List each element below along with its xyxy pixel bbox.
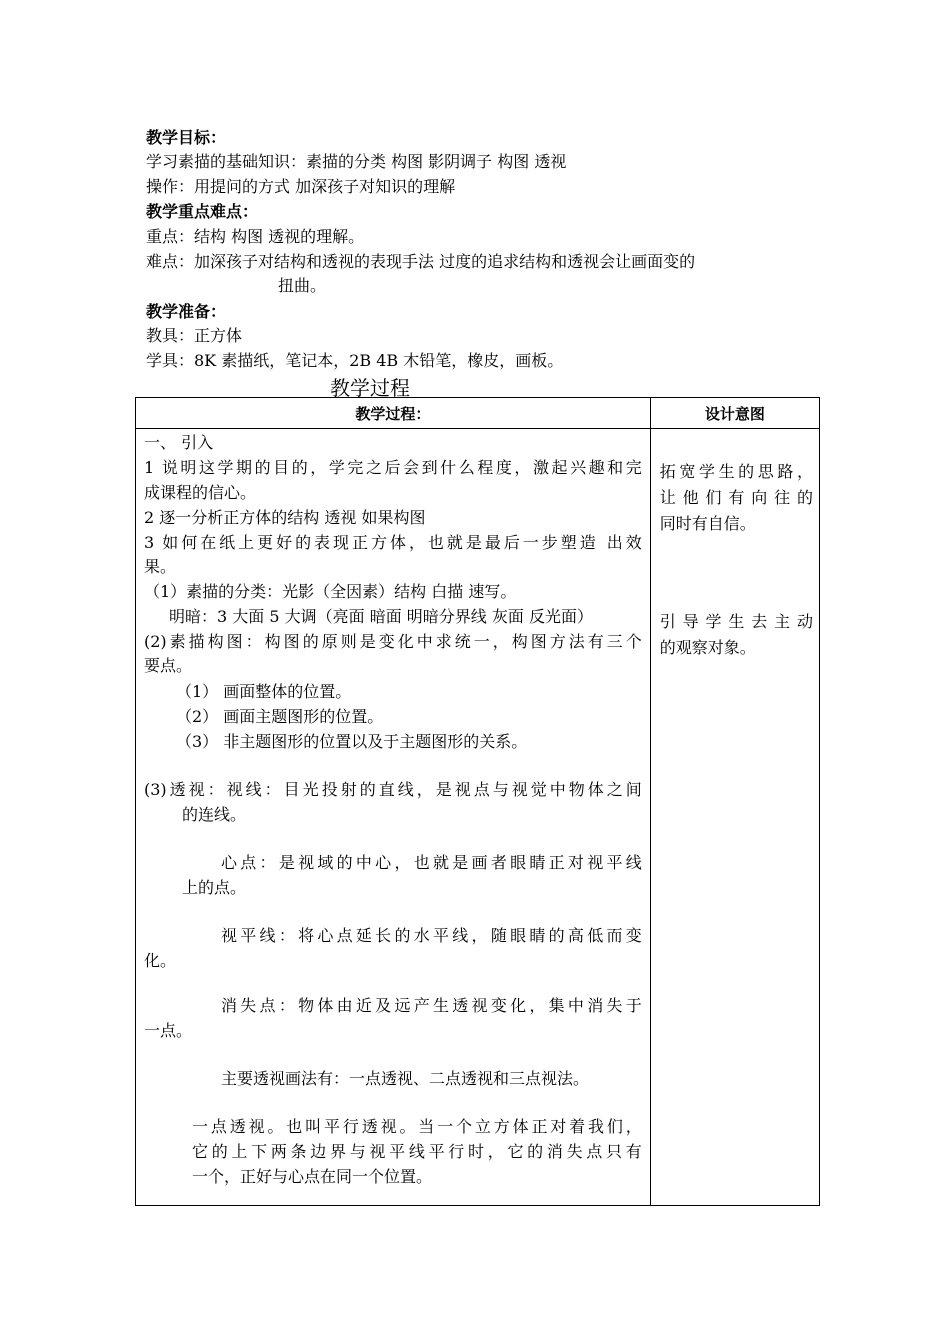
intent-cell (650, 429, 819, 1206)
process-line: 主要透视画法有：一点透视、二点透视和三点视法。 (221, 1069, 590, 1088)
process-line: 果。 (144, 557, 177, 576)
difficulty-line-1: 难点：加深孩子对结构和透视的表现手法 过度的追求结构和透视会让画面变的 (146, 252, 696, 271)
process-line: 上的点。 (182, 878, 247, 897)
process-line: 的连线。 (182, 805, 247, 824)
col-header-intent: 设计意图 (650, 398, 819, 429)
intent-line: 的观察对象。 (659, 638, 756, 657)
process-title: 教学过程 (330, 376, 410, 400)
col-header-process: 教学过程： (136, 398, 651, 429)
process-line: 一、 引入 (144, 433, 214, 452)
key-heading: 教学重点难点： (146, 202, 259, 221)
intent-line: 拓宽学生的思路， (659, 462, 813, 481)
process-line: 心点：是视域的中心，也就是画者眼睛正对视平线 (221, 853, 642, 872)
process-line: （2） 画面主题图形的位置。 (176, 707, 384, 726)
process-line: 明暗：3 大面 5 大调（亮面 暗面 明暗分界线 灰面 反光面） (169, 607, 593, 626)
process-line: 1 说明这学期的目的，学完之后会到什么程度，激起兴趣和完 (144, 458, 642, 477)
prep-heading: 教学准备： (146, 302, 227, 321)
table-header-row (136, 398, 820, 429)
process-line: （1） 画面整体的位置。 (176, 682, 352, 701)
process-line: 视平线：将心点延长的水平线，随眼睛的高低而变 (221, 926, 642, 945)
process-line: 成课程的信心。 (144, 483, 257, 502)
process-line: 2 逐一分析正方体的结构 透视 如果构图 (144, 508, 426, 527)
process-line: (2)素描构图：构图的原则是变化中求统一，构图方法有三个 (144, 632, 642, 651)
intent-line: 引导学生去主动 (659, 612, 813, 631)
process-line: 它的上下两条边界与视平线平行时，它的消失点只有 (192, 1142, 642, 1161)
teaching-tools: 教具：正方体 (146, 326, 243, 345)
goal-line-2: 操作：用提问的方式 加深孩子对知识的理解 (146, 177, 456, 196)
process-cell (136, 429, 651, 1206)
lesson-table (135, 397, 820, 1206)
key-point: 重点：结构 构图 透视的理解。 (146, 227, 365, 246)
intent-line: 同时有自信。 (659, 514, 756, 533)
process-line: （1）素描的分类：光影（全因素）结构 白描 速写。 (144, 582, 517, 601)
process-line: 一点。 (144, 1021, 193, 1040)
process-line: 消失点：物体由近及远产生透视变化，集中消失于 (221, 996, 642, 1015)
process-line: 化。 (144, 951, 177, 970)
process-line: 一点透视。也叫平行透视。当一个立方体正对着我们， (192, 1117, 642, 1136)
process-line: 要点。 (144, 656, 193, 675)
process-line: （3） 非主题图形的位置以及于主题图形的关系。 (176, 732, 528, 751)
process-line: 一个，正好与心点在同一个位置。 (192, 1167, 433, 1186)
goal-line-1: 学习素描的基础知识：素描的分类 构图 影阴调子 构图 透视 (146, 152, 567, 171)
intent-line: 让他们有向往的 (659, 488, 813, 507)
table-row (136, 429, 820, 1206)
goal-heading: 教学目标： (146, 128, 227, 147)
process-line: 3 如何在纸上更好的表现正方体，也就是最后一步塑造 出效 (144, 533, 642, 552)
student-tools: 学具：8K 素描纸，笔记本，2B 4B 木铅笔，橡皮，画板。 (146, 351, 564, 370)
process-line: (3)透视：视线：目光投射的直线，是视点与视觉中物体之间 (144, 780, 642, 799)
difficulty-line-2: 扭曲。 (278, 276, 327, 295)
